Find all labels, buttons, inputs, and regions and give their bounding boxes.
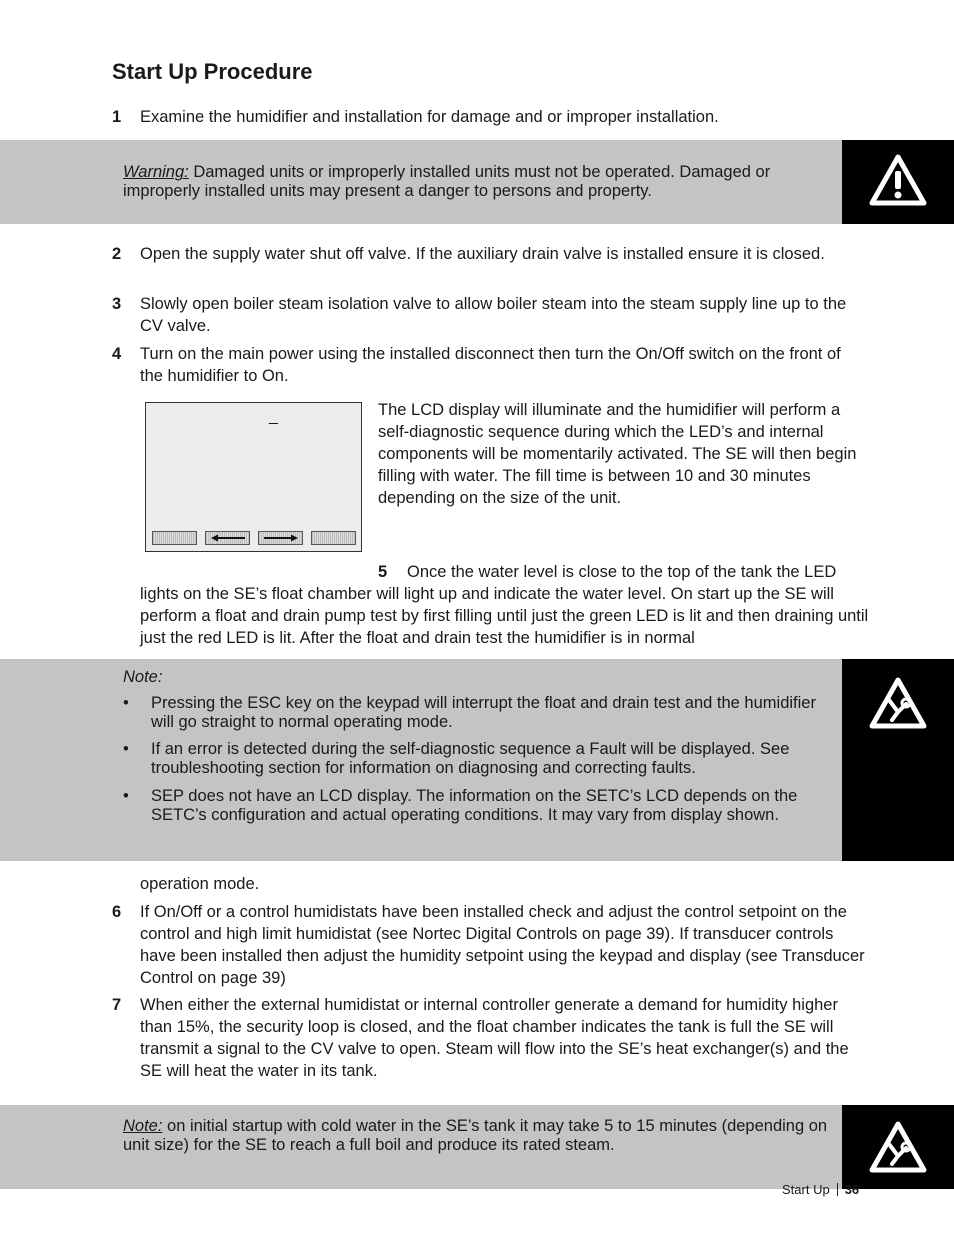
- step-4-text: Turn on the main power using the installed disconnect then turn the On/Off switch on the front of the humidifier to On.: [140, 345, 841, 385]
- footer-divider: [837, 1183, 838, 1196]
- warning-label: Warning:: [123, 163, 189, 181]
- step-6-number: 6: [112, 903, 122, 921]
- bullet-dot: •: [123, 694, 129, 712]
- note-2-message: [123, 1117, 835, 1155]
- note-1-bullet-1-text: Pressing the ESC key on the keypad will interrupt the float and drain test and the humidifier will go straight to normal operating mode.: [151, 694, 816, 731]
- note-box-1: [0, 659, 842, 861]
- warning-message: [123, 163, 835, 201]
- note-box-2: [0, 1105, 842, 1189]
- step-6-text: If On/Off or a control humidistats have been installed check and adjust the control setpoint on the control and high limit humidistat (see Nortec Digital Controls on page 39). If transducer controls have been installed then adjust the humidity setpoint using the keypad and display (see Transducer Control on page 39): [140, 903, 865, 987]
- lcd-display-illustration: [145, 402, 362, 552]
- page-footer: [782, 1182, 859, 1198]
- step-5-text: lights on the SE’s float chamber will light up and indicate the water level. On start up the SE will perform a float and drain pump test by first filling until just the green LED is lit and then draining until just the red LED is lit. After the float and drain test the humidifier is in normal: [140, 585, 869, 647]
- bullet-dot: •: [123, 787, 129, 805]
- note-2-label: Note:: [123, 1117, 163, 1135]
- note-1-bullet-3-text: SEP does not have an LCD display. The information on the SETC’s LCD depends on the SETC’s configuration and actual operating conditions. It may vary from display shown.: [151, 787, 798, 824]
- page-number: 36: [844, 1182, 860, 1197]
- lcd-button-1: [152, 531, 197, 545]
- lcd-cursor: _: [269, 408, 278, 425]
- note-2-icon-panel: [842, 1105, 954, 1189]
- lcd-button-right: [258, 531, 303, 545]
- step-2-number: 2: [112, 245, 122, 263]
- warning-text: Damaged units or improperly installed units must not be operated. Damaged or improperly installed units may present a danger to persons and property.: [123, 163, 771, 200]
- note-1-bullet-2-text: If an error is detected during the self-diagnostic sequence a Fault will be displayed. See troubleshooting section for information on diagnosing and correcting faults.: [151, 740, 790, 777]
- step-1-number: 1: [112, 108, 122, 126]
- warning-box: [0, 140, 842, 224]
- step-7-text: When either the external humidistat or internal controller generate a demand for humidity higher than 15%, the security loop is closed, and the float chamber indicates the tank is full the SE will transmit a signal to the CV valve to open. Steam will flow into the SE’s heat exchanger(s) and the SE will heat the water in its tank.: [140, 996, 849, 1080]
- wrench-triangle-icon: [868, 1120, 928, 1174]
- step-2-text: Open the supply water shut off valve. If the auxiliary drain valve is installed ensure it is closed.: [140, 245, 825, 263]
- lcd-button-4: [311, 531, 356, 545]
- lcd-description: The LCD display will illuminate and the humidifier will perform a self-diagnostic sequence during which the LED’s and internal components will be momentarily activated. The SE will then begin filling with water. The fill time is between 10 and 30 minutes depending on the size of the unit.: [378, 401, 857, 507]
- arrow-right-icon: [263, 534, 299, 542]
- note-2-text: on initial startup with cold water in the SE’s tank it may take 5 to 15 minutes (depending on unit size) for the SE to reach a full boil and produce its rated steam.: [123, 1117, 828, 1154]
- step-5-number: 5: [378, 563, 388, 581]
- note-1-icon-panel: [842, 659, 954, 861]
- step-5-continued: operation mode.: [140, 875, 260, 893]
- footer-section: Start Up: [782, 1182, 830, 1197]
- arrow-left-icon: [210, 534, 246, 542]
- note-1-label: Note:: [123, 668, 163, 686]
- step-3-number: 3: [112, 295, 122, 313]
- step-7-number: 7: [112, 996, 122, 1014]
- page-title: Start Up Procedure: [112, 59, 313, 84]
- lcd-button-left: [205, 531, 250, 545]
- step-5-first-line: Once the water level is close to the top of the tank the LED: [407, 563, 837, 581]
- warning-icon-panel: [842, 140, 954, 224]
- step-4-number: 4: [112, 345, 122, 363]
- warning-triangle-icon: [868, 153, 928, 207]
- wrench-triangle-icon: [868, 676, 928, 730]
- step-1-text: Examine the humidifier and installation for damage and or improper installation.: [140, 108, 719, 126]
- step-3-text: Slowly open boiler steam isolation valve to allow boiler steam into the steam supply line up to the CV valve.: [140, 295, 847, 335]
- bullet-dot: •: [123, 740, 129, 758]
